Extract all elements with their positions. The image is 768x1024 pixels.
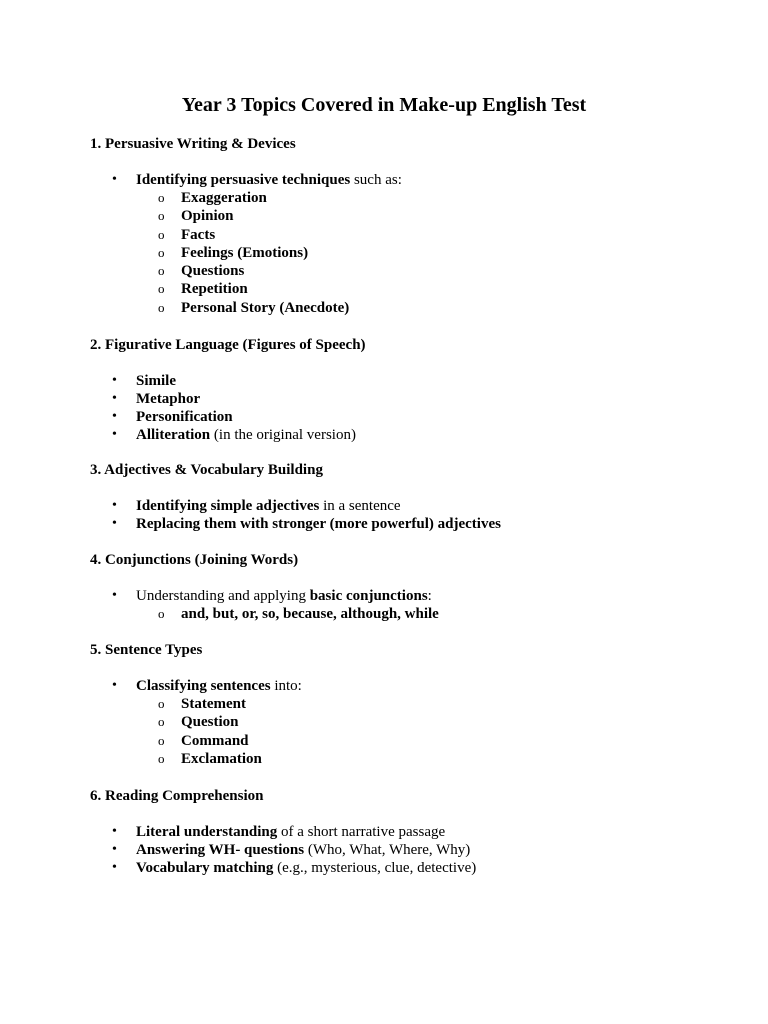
item-text: : xyxy=(427,588,432,604)
item-bold-text: Simile xyxy=(136,373,176,389)
item-text: (Who, What, Where, Why) xyxy=(304,842,471,858)
bullet-icon: • xyxy=(112,409,117,424)
section-reading-comprehension xyxy=(90,787,730,877)
section-adjectives xyxy=(90,461,730,533)
item-text: into: xyxy=(270,678,302,694)
sub-list-item xyxy=(136,189,730,207)
sub-list-item xyxy=(136,280,730,298)
sub-item-text: Question xyxy=(181,714,239,731)
sub-list-item xyxy=(136,299,730,317)
bullet-icon: • xyxy=(112,678,117,693)
list-item xyxy=(90,841,730,859)
circle-bullet-icon: o xyxy=(158,244,165,260)
sub-item-text: Personal Story (Anecdote) xyxy=(181,299,350,316)
sub-list-item xyxy=(136,695,730,713)
item-bold-text: Classifying sentences xyxy=(136,678,271,694)
sub-list-item xyxy=(136,226,730,244)
sub-item-text: Repetition xyxy=(181,281,248,298)
circle-bullet-icon: o xyxy=(158,263,165,279)
item-bold-text: Answering WH- questions xyxy=(136,842,305,858)
bullet-icon: • xyxy=(112,842,117,857)
item-bold-text: Identifying simple adjectives xyxy=(136,498,320,514)
circle-bullet-icon: o xyxy=(158,606,165,621)
item-bold-text: Personification xyxy=(136,409,233,425)
bullet-icon: • xyxy=(112,860,117,875)
list-item xyxy=(90,515,730,533)
item-text: in a sentence xyxy=(319,498,401,514)
item-text: Understanding and applying xyxy=(136,588,310,604)
bullet-list xyxy=(90,677,730,768)
bullet-icon: • xyxy=(112,391,117,406)
item-text: such as: xyxy=(350,172,402,188)
circle-bullet-icon: o xyxy=(158,696,165,711)
sub-list-item xyxy=(136,732,730,750)
sub-list-item xyxy=(136,605,730,623)
item-text: (in the original version) xyxy=(210,427,356,443)
sub-list-item xyxy=(136,244,730,262)
item-bold-text: Alliteration xyxy=(136,427,211,443)
item-text: (e.g., mysterious, clue, detective) xyxy=(273,860,477,876)
bullet-icon: • xyxy=(112,516,117,531)
list-item xyxy=(90,497,730,515)
sub-item-text: Opinion xyxy=(181,208,234,225)
bullet-icon: • xyxy=(112,427,117,442)
sub-list-item xyxy=(136,262,730,280)
item-text: of a short narrative passage xyxy=(277,824,446,840)
section-heading: 6. Reading Comprehension xyxy=(90,788,264,804)
bullet-icon: • xyxy=(112,824,117,839)
list-item xyxy=(90,408,730,426)
section-heading: 2. Figurative Language (Figures of Speech) xyxy=(90,337,366,353)
sub-item-text: and, but, or, so, because, although, while xyxy=(181,606,439,622)
section-heading: 3. Adjectives & Vocabulary Building xyxy=(90,462,323,478)
sub-item-text: Exclamation xyxy=(181,750,262,767)
section-sentence-types xyxy=(90,641,730,768)
bullet-icon: • xyxy=(112,498,117,513)
section-persuasive-writing xyxy=(90,135,730,317)
circle-bullet-icon: o xyxy=(158,299,165,315)
bullet-icon: • xyxy=(112,588,117,603)
list-item xyxy=(90,677,730,768)
circle-bullet-icon: o xyxy=(158,226,165,242)
sub-item-text: Feelings (Emotions) xyxy=(181,244,309,261)
bullet-list xyxy=(90,171,730,317)
list-item xyxy=(90,372,730,390)
circle-bullet-icon: o xyxy=(158,732,165,748)
section-heading: 1. Persuasive Writing & Devices xyxy=(90,136,296,152)
sub-item-text: Exaggeration xyxy=(181,190,267,206)
list-item xyxy=(90,823,730,841)
sub-item-text: Statement xyxy=(181,696,246,712)
list-item xyxy=(90,587,730,623)
sub-list xyxy=(136,189,730,317)
section-heading: 5. Sentence Types xyxy=(90,642,203,658)
section-conjunctions xyxy=(90,551,730,623)
bullet-list xyxy=(90,823,730,877)
bullet-icon: • xyxy=(112,373,117,388)
bullet-list xyxy=(90,372,730,444)
sub-list-item xyxy=(136,713,730,731)
item-bold-text: Metaphor xyxy=(136,391,201,407)
bullet-list xyxy=(90,497,730,533)
sub-list xyxy=(136,695,730,768)
sub-item-text: Questions xyxy=(181,263,245,280)
document-title: Year 3 Topics Covered in Make-up English Test xyxy=(181,94,587,116)
sub-item-text: Facts xyxy=(181,226,216,243)
item-bold-text: Identifying persuasive techniques xyxy=(136,172,351,188)
sub-list-item xyxy=(136,750,730,768)
circle-bullet-icon: o xyxy=(158,208,165,224)
section-figurative-language xyxy=(90,336,730,444)
circle-bullet-icon: o xyxy=(158,281,165,297)
circle-bullet-icon: o xyxy=(158,190,165,205)
sub-list-item xyxy=(136,207,730,225)
circle-bullet-icon: o xyxy=(158,714,165,730)
list-item xyxy=(90,390,730,408)
sub-item-text: Command xyxy=(181,732,249,749)
section-heading: 4. Conjunctions (Joining Words) xyxy=(90,552,299,568)
list-item xyxy=(90,171,730,317)
list-item xyxy=(90,426,730,444)
sub-list xyxy=(136,605,730,623)
item-bold-text: Vocabulary matching xyxy=(136,860,274,876)
item-bold-text: Literal understanding xyxy=(136,824,278,840)
bullet-icon: • xyxy=(112,172,117,187)
list-item xyxy=(90,859,730,877)
circle-bullet-icon: o xyxy=(158,750,165,766)
item-bold-text: basic conjunctions xyxy=(309,588,428,604)
item-bold-text: Replacing them with stronger (more powerful) adjectives xyxy=(136,516,501,532)
bullet-list xyxy=(90,587,730,623)
